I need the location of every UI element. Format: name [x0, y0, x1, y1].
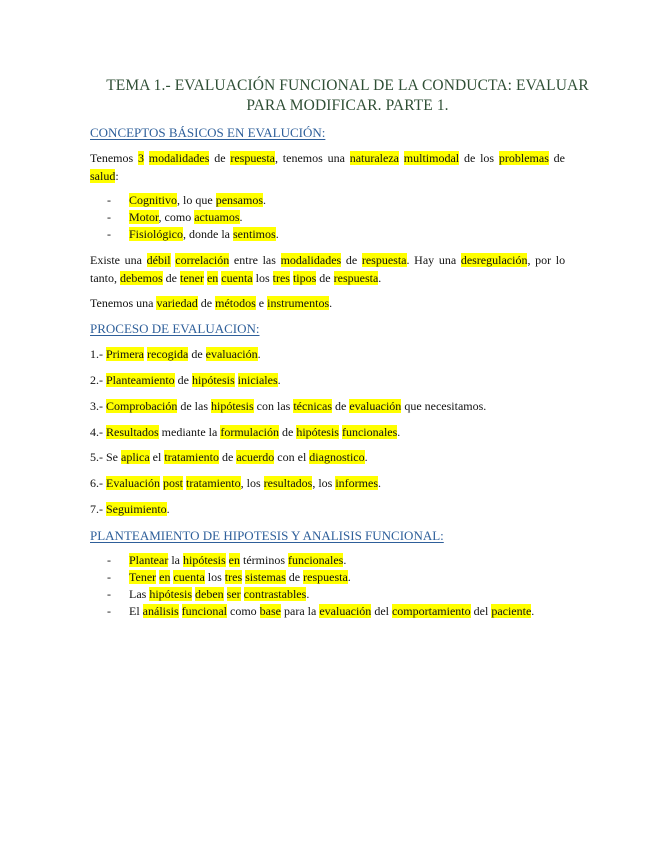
- bullet-dash: -: [107, 587, 111, 601]
- highlighted-word: técnicas: [293, 399, 332, 413]
- highlighted-word: Planteamiento: [106, 373, 175, 387]
- highlighted-word: análisis: [142, 604, 179, 618]
- highlighted-word: hipótesis: [183, 553, 226, 567]
- highlighted-word: en: [206, 270, 219, 285]
- highlighted-word: cuenta: [221, 270, 253, 285]
- list-item-text: Fisiológico, donde la sentimos.: [129, 227, 279, 241]
- highlighted-word: Motor: [129, 210, 159, 224]
- highlighted-word: en: [159, 570, 171, 584]
- highlighted-word: actuamos: [194, 210, 240, 224]
- highlighted-word: hipótesis: [211, 399, 254, 413]
- highlighted-word: sistemas: [245, 570, 286, 584]
- intro-paragraph: Tenemos 3 modalidades de respuesta, tenemos una naturaleza multimodal de los problemas de salud:: [90, 151, 565, 183]
- highlighted-word: Primera: [106, 347, 144, 361]
- highlighted-word: Plantear: [129, 553, 169, 567]
- highlighted-word: naturaleza: [349, 151, 399, 165]
- highlighted-word: formulación: [220, 425, 279, 439]
- list-item-text: Las hipótesis deben ser contrastables.: [129, 587, 310, 601]
- highlighted-word: post: [162, 476, 183, 490]
- highlighted-word: tres: [272, 270, 290, 285]
- highlighted-word: tratamiento: [164, 450, 219, 464]
- highlighted-word: debemos: [120, 270, 163, 285]
- highlighted-word: tener: [179, 270, 204, 285]
- highlighted-word: sentimos: [233, 227, 276, 241]
- list-item-text: Motor, como actuamos.: [129, 210, 243, 224]
- highlighted-word: funcionales: [288, 553, 344, 567]
- list-item-text: Plantear la hipótesis en términos funcionales.: [129, 553, 347, 567]
- highlighted-word: pensamos: [215, 193, 264, 207]
- highlighted-word: modalidades: [280, 253, 342, 267]
- highlighted-word: recogida: [147, 347, 189, 361]
- highlighted-word: problemas: [498, 151, 549, 165]
- highlighted-word: salud: [90, 168, 116, 183]
- list-item-text: El análisis funcional como base para la evaluación del comportamiento del paciente.: [129, 604, 535, 618]
- step-item: 7.- Seguimiento.: [90, 502, 170, 516]
- step-item: 2.- Planteamiento de hipótesis iniciales.: [90, 373, 281, 387]
- highlighted-word: Cognitivo: [129, 193, 178, 207]
- highlighted-word: hipótesis: [149, 587, 192, 601]
- highlighted-word: diagnostico: [309, 450, 365, 464]
- bullet-dash: -: [107, 193, 111, 207]
- highlighted-word: tipos: [292, 270, 317, 285]
- highlighted-word: ser: [226, 587, 241, 601]
- highlighted-word: funcional: [181, 604, 227, 618]
- section-heading-proceso: PROCESO DE EVALUACION:: [90, 321, 260, 336]
- step-item: 4.- Resultados mediante la formulación de hipótesis funcionales.: [90, 425, 401, 439]
- highlighted-word: Evaluación: [106, 476, 160, 490]
- highlighted-word: evaluación: [319, 604, 372, 618]
- highlighted-word: Comprobación: [106, 399, 178, 413]
- highlighted-word: en: [228, 553, 240, 567]
- bullet-dash: -: [107, 210, 111, 224]
- title-line-1: TEMA 1.- EVALUACIÓN FUNCIONAL DE LA CONDUCTA: EVALUAR: [106, 77, 589, 94]
- highlighted-word: respuesta: [230, 151, 275, 165]
- highlighted-word: resultados: [263, 476, 313, 490]
- step-item: 1.- Primera recogida de evaluación.: [90, 347, 261, 361]
- step-item: 3.- Comprobación de las hipótesis con las técnicas de evaluación que necesitamos.: [90, 399, 487, 413]
- highlighted-word: instrumentos: [267, 296, 330, 310]
- section-heading-planteamiento: PLANTEAMIENTO DE HIPOTESIS Y ANALISIS FUNCIONAL:: [90, 528, 444, 543]
- highlighted-word: respuesta: [303, 570, 348, 584]
- highlighted-word: variedad: [156, 296, 198, 310]
- highlighted-word: 3: [137, 151, 144, 165]
- highlighted-word: multimodal: [403, 151, 460, 165]
- highlighted-word: cuenta: [173, 570, 205, 584]
- title-line-2: PARA MODIFICAR. PARTE 1.: [246, 97, 449, 114]
- highlighted-word: respuesta: [361, 253, 407, 267]
- list-item-text: Cognitivo, lo que pensamos.: [129, 193, 267, 207]
- correlation-paragraph: Existe una débil correlación entre las modalidades de respuesta. Hay una desregulación, por lo tanto, debemos de tener en cuenta los tres tipos de respuesta.: [90, 253, 566, 285]
- highlighted-word: Seguimiento: [106, 502, 167, 516]
- highlighted-word: contrastables: [243, 587, 307, 601]
- bullet-dash: -: [107, 604, 111, 618]
- highlighted-word: desregulación: [460, 253, 528, 267]
- list-item-text: Tener en cuenta los tres sistemas de respuesta.: [129, 570, 351, 584]
- highlighted-word: respuesta: [333, 270, 379, 285]
- highlighted-word: Fisiológico: [129, 227, 184, 241]
- highlighted-word: hipótesis: [191, 373, 235, 387]
- highlighted-word: tratamiento: [186, 476, 241, 490]
- highlighted-word: métodos: [215, 296, 256, 310]
- highlighted-word: acuerdo: [236, 450, 275, 464]
- highlighted-word: paciente: [491, 604, 532, 618]
- highlighted-word: correlación: [175, 253, 230, 267]
- step-item: 6.- Evaluación post tratamiento, los resultados, los informes.: [90, 476, 381, 490]
- document-title: [70, 76, 625, 116]
- highlighted-word: evaluación: [205, 347, 258, 361]
- highlighted-word: hipótesis: [296, 425, 339, 439]
- bullet-dash: -: [107, 553, 111, 567]
- highlighted-word: evaluación: [349, 399, 402, 413]
- highlighted-word: funcionales: [341, 425, 398, 439]
- highlighted-word: Resultados: [106, 425, 159, 439]
- step-item: 5.- Se aplica el tratamiento de acuerdo con el diagnostico.: [90, 450, 368, 464]
- highlighted-word: tres: [224, 570, 243, 584]
- highlighted-word: base: [259, 604, 281, 618]
- highlighted-word: deben: [195, 587, 224, 601]
- bullet-dash: -: [107, 570, 111, 584]
- highlighted-word: aplica: [121, 450, 150, 464]
- highlighted-word: comportamiento: [391, 604, 471, 618]
- methods-paragraph: Tenemos una variedad de métodos e instrumentos.: [90, 296, 333, 310]
- section-heading-conceptos: CONCEPTOS BÁSICOS EN EVALUCIÓN:: [90, 125, 326, 140]
- highlighted-word: débil: [146, 253, 171, 267]
- highlighted-word: modalidades: [148, 151, 210, 165]
- highlighted-word: iniciales: [237, 373, 278, 387]
- highlighted-word: Tener: [129, 570, 157, 584]
- bullet-dash: -: [107, 227, 111, 241]
- highlighted-word: informes: [335, 476, 378, 490]
